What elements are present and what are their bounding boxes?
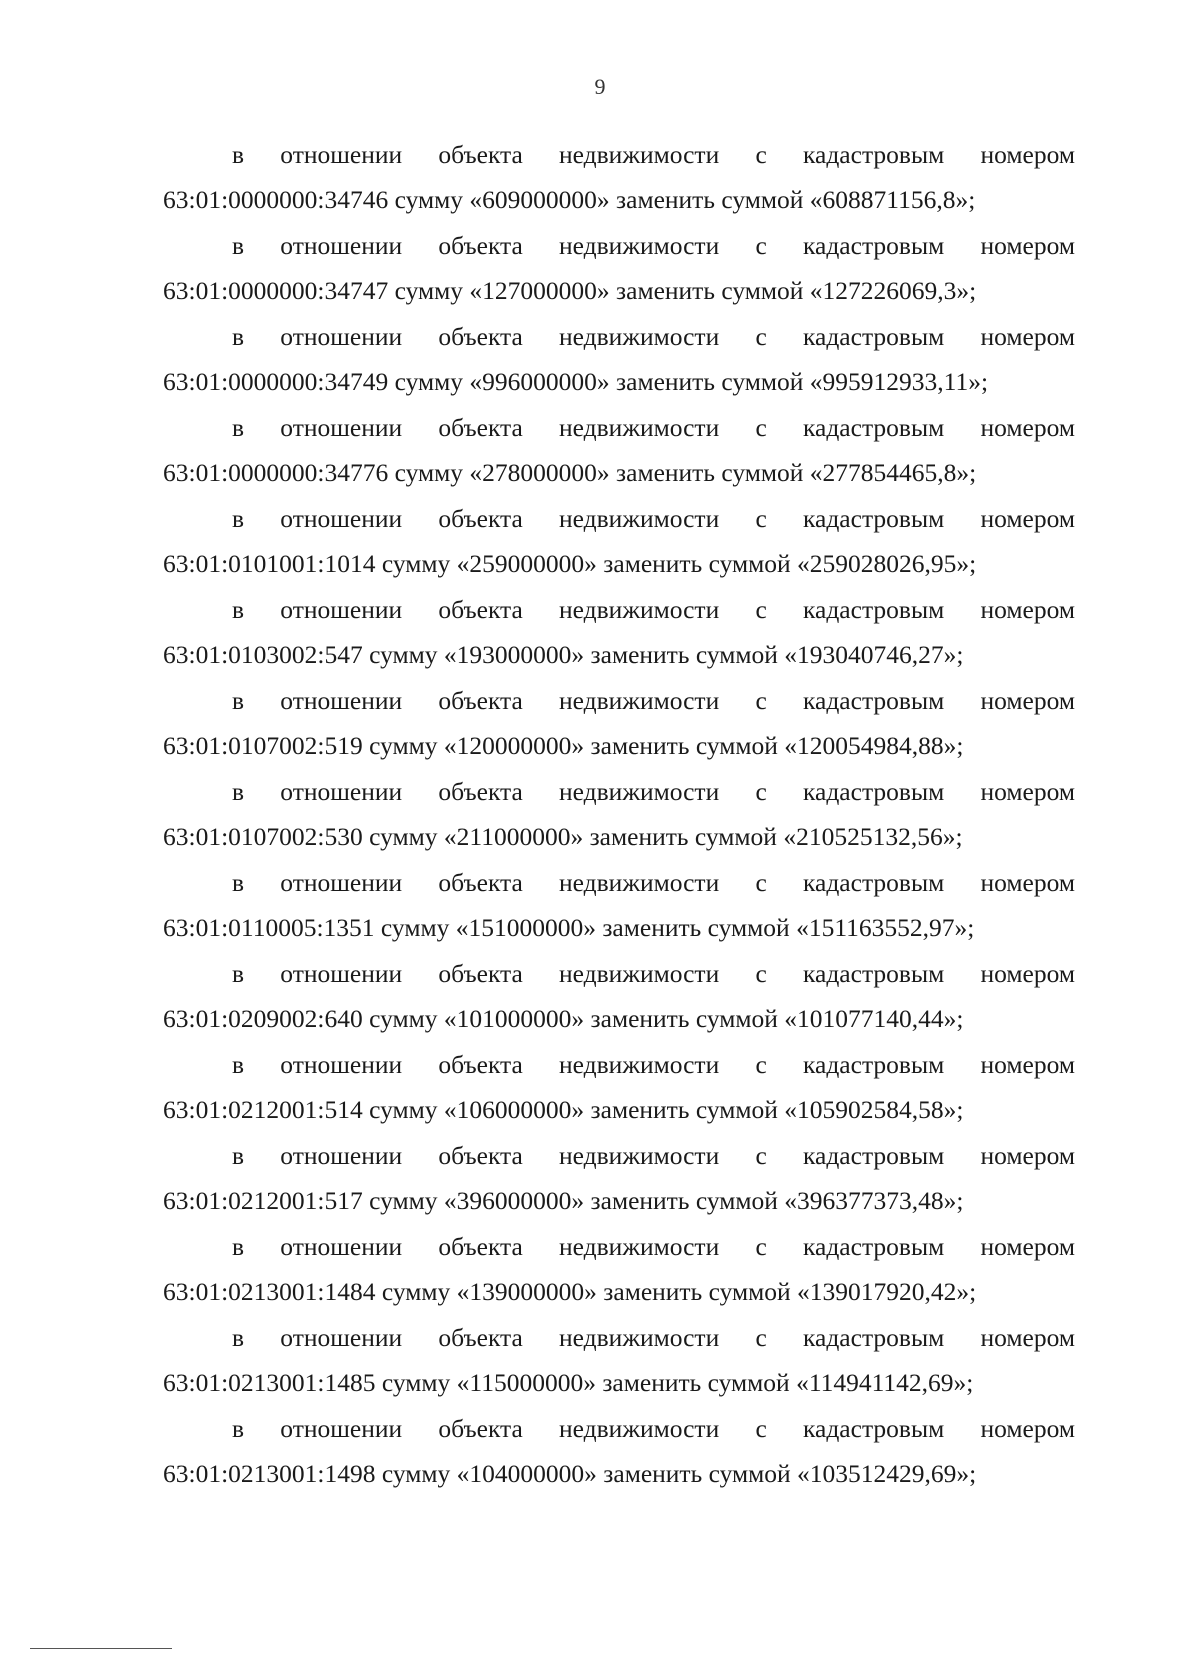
amendment-entry	[163, 1315, 1075, 1406]
intro-word: объекта	[438, 231, 523, 260]
intro-word: объекта	[438, 413, 523, 442]
intro-word: в	[232, 1141, 245, 1170]
intro-word: номером	[980, 1414, 1075, 1443]
amendment-entry	[163, 1133, 1075, 1224]
intro-word: кадастровым	[803, 595, 945, 624]
intro-word: в	[232, 595, 245, 624]
intro-word: недвижимости	[559, 1141, 720, 1170]
entry-amount-line: 63:01:0107002:530 сумму «211000000» заменить суммой «210525132,56»;	[163, 822, 963, 851]
intro-word: объекта	[438, 1232, 523, 1261]
intro-word: номером	[980, 413, 1075, 442]
intro-word: объекта	[438, 595, 523, 624]
intro-word: в	[232, 959, 245, 988]
intro-word: отношении	[280, 140, 403, 169]
intro-word: номером	[980, 231, 1075, 260]
entry-amount-line: 63:01:0000000:34747 сумму «127000000» заменить суммой «127226069,3»;	[163, 276, 977, 305]
entry-intro-line	[163, 769, 1075, 814]
entry-intro-line	[163, 1133, 1075, 1178]
entry-intro-line	[163, 1315, 1075, 1360]
intro-word: с	[755, 959, 767, 988]
intro-word: с	[755, 686, 767, 715]
intro-word: номером	[980, 1050, 1075, 1079]
amendment-entry	[163, 587, 1075, 678]
intro-word: с	[755, 231, 767, 260]
entry-intro-line	[163, 496, 1075, 541]
intro-word: с	[755, 868, 767, 897]
intro-word: кадастровым	[803, 959, 945, 988]
footnote-rule	[30, 1648, 172, 1649]
intro-word: отношении	[280, 777, 403, 806]
intro-word: объекта	[438, 777, 523, 806]
intro-word: отношении	[280, 868, 403, 897]
intro-word: в	[232, 231, 245, 260]
intro-word: кадастровым	[803, 777, 945, 806]
intro-word: кадастровым	[803, 1414, 945, 1443]
entry-amount-line: 63:01:0103002:547 сумму «193000000» заменить суммой «193040746,27»;	[163, 640, 964, 669]
intro-word: номером	[980, 686, 1075, 715]
intro-word: объекта	[438, 686, 523, 715]
intro-word: объекта	[438, 1414, 523, 1443]
intro-word: отношении	[280, 504, 403, 533]
intro-word: отношении	[280, 231, 403, 260]
entry-intro-line	[163, 314, 1075, 359]
page-number: 9	[594, 74, 606, 99]
intro-word: с	[755, 1414, 767, 1443]
intro-word: недвижимости	[559, 868, 720, 897]
intro-word: недвижимости	[559, 1414, 720, 1443]
intro-word: кадастровым	[803, 1232, 945, 1261]
entry-amount-line: 63:01:0212001:517 сумму «396000000» заменить суммой «396377373,48»;	[163, 1186, 964, 1215]
intro-word: номером	[980, 322, 1075, 351]
intro-word: объекта	[438, 322, 523, 351]
intro-word: кадастровым	[803, 322, 945, 351]
intro-word: объекта	[438, 504, 523, 533]
intro-word: в	[232, 1050, 245, 1079]
entry-intro-line	[163, 860, 1075, 905]
entry-amount-line: 63:01:0212001:514 сумму «106000000» заменить суммой «105902584,58»;	[163, 1095, 964, 1124]
intro-word: объекта	[438, 1323, 523, 1352]
intro-word: номером	[980, 1323, 1075, 1352]
intro-word: недвижимости	[559, 140, 720, 169]
intro-word: в	[232, 1414, 245, 1443]
intro-word: кадастровым	[803, 140, 945, 169]
intro-word: в	[232, 413, 245, 442]
intro-word: объекта	[438, 140, 523, 169]
intro-word: номером	[980, 1232, 1075, 1261]
amendment-entry	[163, 769, 1075, 860]
entry-amount-line: 63:01:0107002:519 сумму «120000000» заменить суммой «120054984,88»;	[163, 731, 964, 760]
intro-word: номером	[980, 777, 1075, 806]
amendment-entry	[163, 223, 1075, 314]
intro-word: с	[755, 595, 767, 624]
intro-word: с	[755, 1232, 767, 1261]
intro-word: объекта	[438, 1141, 523, 1170]
intro-word: кадастровым	[803, 1050, 945, 1079]
intro-word: в	[232, 1232, 245, 1261]
intro-word: номером	[980, 595, 1075, 624]
intro-word: недвижимости	[559, 777, 720, 806]
intro-word: номером	[980, 1141, 1075, 1170]
intro-word: в	[232, 868, 245, 897]
intro-word: с	[755, 1141, 767, 1170]
intro-word: недвижимости	[559, 686, 720, 715]
intro-word: в	[232, 504, 245, 533]
intro-word: отношении	[280, 1232, 403, 1261]
intro-word: отношении	[280, 1141, 403, 1170]
intro-word: с	[755, 1050, 767, 1079]
entry-amount-line: 63:01:0000000:34776 сумму «278000000» заменить суммой «277854465,8»;	[163, 458, 977, 487]
entry-amount-line: 63:01:0213001:1498 сумму «104000000» заменить суммой «103512429,69»;	[163, 1459, 977, 1488]
intro-word: кадастровым	[803, 868, 945, 897]
amendment-entry	[163, 1224, 1075, 1315]
entry-amount-line: 63:01:0213001:1485 сумму «115000000» заменить суммой «114941142,69»;	[163, 1368, 974, 1397]
intro-word: номером	[980, 140, 1075, 169]
entry-intro-line	[163, 951, 1075, 996]
intro-word: с	[755, 322, 767, 351]
amendment-entry	[163, 405, 1075, 496]
amendment-entry	[163, 1042, 1075, 1133]
intro-word: объекта	[438, 959, 523, 988]
intro-word: с	[755, 777, 767, 806]
intro-word: с	[755, 504, 767, 533]
intro-word: недвижимости	[559, 1323, 720, 1352]
entry-amount-line: 63:01:0101001:1014 сумму «259000000» заменить суммой «259028026,95»;	[163, 549, 977, 578]
intro-word: объекта	[438, 868, 523, 897]
intro-word: недвижимости	[559, 1232, 720, 1261]
intro-word: недвижимости	[559, 322, 720, 351]
amendment-entry	[163, 314, 1075, 405]
intro-word: недвижимости	[559, 595, 720, 624]
intro-word: отношении	[280, 413, 403, 442]
entry-intro-line	[163, 1406, 1075, 1451]
intro-word: отношении	[280, 1414, 403, 1443]
entry-amount-line: 63:01:0000000:34749 сумму «996000000» заменить суммой «995912933,11»;	[163, 367, 989, 396]
amendment-entry	[163, 132, 1075, 223]
amendment-entry	[163, 951, 1075, 1042]
intro-word: с	[755, 1323, 767, 1352]
intro-word: кадастровым	[803, 1141, 945, 1170]
intro-word: недвижимости	[559, 1050, 720, 1079]
entry-amount-line: 63:01:0110005:1351 сумму «151000000» заменить суммой «151163552,97»;	[163, 913, 975, 942]
entry-amount-line: 63:01:0209002:640 сумму «101000000» заменить суммой «101077140,44»;	[163, 1004, 964, 1033]
intro-word: номером	[980, 868, 1075, 897]
amendment-entry	[163, 860, 1075, 951]
intro-word: кадастровым	[803, 231, 945, 260]
intro-word: недвижимости	[559, 413, 720, 442]
amendment-entry	[163, 678, 1075, 769]
intro-word: с	[755, 140, 767, 169]
amendment-entry	[163, 1406, 1075, 1497]
entry-intro-line	[163, 678, 1075, 723]
intro-word: в	[232, 777, 245, 806]
intro-word: отношении	[280, 959, 403, 988]
amendment-list	[163, 132, 1075, 1497]
intro-word: отношении	[280, 686, 403, 715]
intro-word: кадастровым	[803, 1323, 945, 1352]
intro-word: с	[755, 413, 767, 442]
entry-intro-line	[163, 223, 1075, 268]
intro-word: номером	[980, 504, 1075, 533]
entry-intro-line	[163, 1042, 1075, 1087]
intro-word: кадастровым	[803, 504, 945, 533]
entry-amount-line: 63:01:0000000:34746 сумму «609000000» заменить суммой «608871156,8»;	[163, 185, 976, 214]
intro-word: объекта	[438, 1050, 523, 1079]
entry-intro-line	[163, 132, 1075, 177]
intro-word: отношении	[280, 595, 403, 624]
intro-word: отношении	[280, 1050, 403, 1079]
intro-word: кадастровым	[803, 413, 945, 442]
intro-word: в	[232, 140, 245, 169]
intro-word: недвижимости	[559, 504, 720, 533]
intro-word: номером	[980, 959, 1075, 988]
intro-word: в	[232, 1323, 245, 1352]
intro-word: в	[232, 686, 245, 715]
entry-amount-line: 63:01:0213001:1484 сумму «139000000» заменить суммой «139017920,42»;	[163, 1277, 977, 1306]
intro-word: отношении	[280, 322, 403, 351]
intro-word: кадастровым	[803, 686, 945, 715]
intro-word: недвижимости	[559, 959, 720, 988]
entry-intro-line	[163, 1224, 1075, 1269]
amendment-entry	[163, 496, 1075, 587]
intro-word: отношении	[280, 1323, 403, 1352]
intro-word: недвижимости	[559, 231, 720, 260]
intro-word: в	[232, 322, 245, 351]
entry-intro-line	[163, 405, 1075, 450]
entry-intro-line	[163, 587, 1075, 632]
